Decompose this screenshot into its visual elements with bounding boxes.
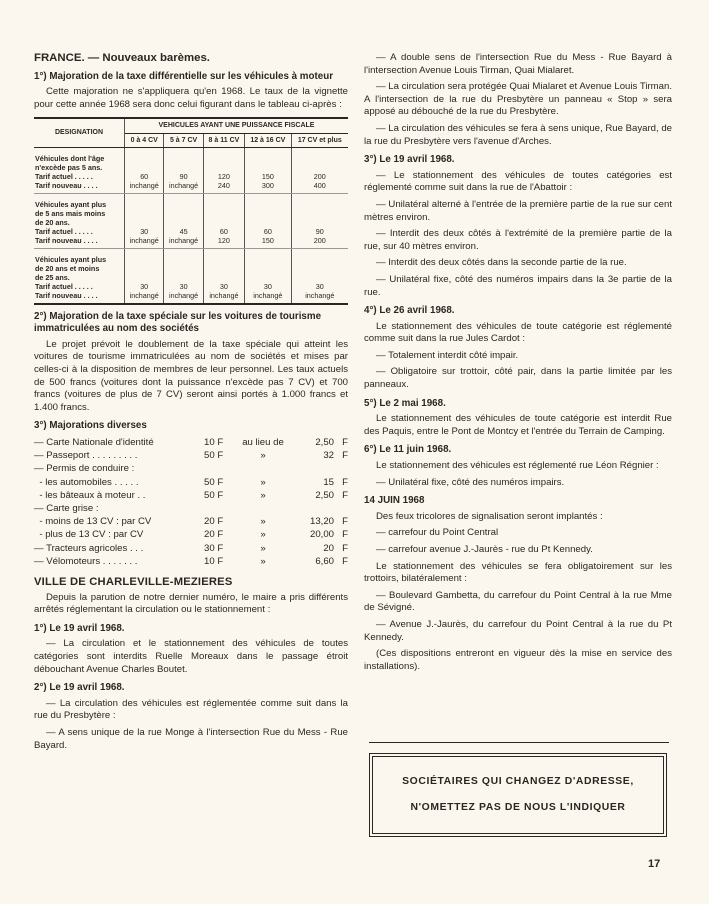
heading-majorations: 3°) Majorations diverses bbox=[34, 420, 147, 432]
table-cell: 45 inchangé bbox=[164, 193, 203, 248]
paragraph: Le stationnement des véhicules se fera obligatoirement sur les trottoirs, bilatéralement : bbox=[364, 560, 672, 585]
majoration-old-rate: 6,60 bbox=[315, 555, 334, 567]
majoration-separator: au lieu de bbox=[242, 436, 284, 448]
majoration-row bbox=[34, 515, 348, 528]
paragraph: Le stationnement des véhicules de toute catégorie est réglementé comme suit dans la rue Jules Cardot : bbox=[364, 320, 672, 345]
address-change-notice bbox=[369, 742, 669, 843]
paragraph: — Interdit des deux côtés à l'extrémité de la première partie de la rue, sur 40 mètres environ. bbox=[364, 228, 672, 252]
heading-date: 14 JUIN 1968 bbox=[364, 495, 425, 507]
table-cell: 90 inchangé bbox=[164, 147, 203, 193]
majoration-unit: F bbox=[342, 516, 348, 528]
majoration-label: — Carte grise : bbox=[34, 502, 99, 514]
majoration-new-rate: 10 F bbox=[204, 436, 224, 448]
paragraph: — Interdit des deux côtés dans la seconde partie de la rue. bbox=[376, 257, 627, 269]
majoration-label: - les automobiles . . . . . bbox=[34, 476, 139, 488]
city-heading: VILLE DE CHARLEVILLE-MEZIERES bbox=[34, 576, 233, 588]
paragraph: — La circulation et le stationnement des véhicules de toutes catégories sont interdits Ruelle Moreaux dans le passage étroit débouchant Avenue Charles Boutet. bbox=[34, 638, 348, 675]
majoration-label: - plus de 13 CV : par CV bbox=[34, 529, 144, 541]
notice-line: N'OMETTEZ PAS DE NOUS L'INDIQUER bbox=[410, 802, 626, 813]
majoration-new-rate: 30 F bbox=[204, 542, 224, 554]
majoration-row bbox=[34, 449, 348, 462]
majoration-unit bbox=[336, 502, 348, 515]
row-description: Véhicules dont l'âge n'excède pas 5 ans. Tarif actuel . . . . . Tarif nouveau . . . . bbox=[34, 147, 125, 193]
paragraph: — La circulation des véhicules est réglementée comme suit dans la rue du Presbytère : bbox=[34, 697, 348, 722]
paragraph: — La circulation sera protégée Quai Mialaret et Avenue Louis Tirman. A l'intersection de la rue du Presbytère un panneau « Stop » sera apposé au débouché de la rue du Presbytère. bbox=[364, 81, 672, 118]
paragraph: — La circulation des véhicules se fera à sens unique, Rue Bayard, de la rue du Presbytère vers l'avenue d'Arches. bbox=[364, 122, 672, 147]
table-column-header: 12 à 16 CV bbox=[245, 133, 292, 147]
table-cell: 60 inchangé bbox=[125, 147, 164, 193]
majoration-separator bbox=[238, 462, 288, 475]
majoration-unit: F bbox=[342, 450, 348, 462]
majoration-unit: F bbox=[342, 555, 348, 567]
majoration-unit bbox=[336, 462, 348, 475]
notice-box bbox=[369, 753, 667, 837]
paragraph: — Avenue J.-Jaurès, du carrefour du Point Central à la rue du Pt Kennedy. bbox=[364, 618, 672, 643]
table-cell: 30 inchangé bbox=[245, 248, 292, 304]
majoration-old-rate bbox=[288, 502, 336, 515]
majoration-label: - moins de 13 CV : par CV bbox=[34, 516, 152, 528]
majoration-unit: F bbox=[342, 476, 348, 488]
table-row bbox=[34, 147, 348, 193]
paragraph: — Unilatéral alterné à l'entrée de la première partie de la rue sur cent mètres environ. bbox=[364, 198, 672, 223]
majoration-old-rate: 13,20 bbox=[309, 516, 334, 528]
majoration-old-rate: 2,50 bbox=[315, 436, 334, 448]
majoration-new-rate: 20 F bbox=[204, 529, 224, 541]
right-column bbox=[364, 52, 672, 677]
majoration-row bbox=[34, 555, 348, 568]
table-cell: 90 200 bbox=[291, 193, 348, 248]
majoration-separator: » bbox=[260, 450, 266, 462]
majoration-old-rate: 20 bbox=[323, 542, 334, 554]
majoration-row bbox=[34, 542, 348, 555]
majoration-separator bbox=[238, 502, 288, 515]
table-cell: 120 240 bbox=[203, 147, 244, 193]
majoration-label: — Tracteurs agricoles . . . bbox=[34, 542, 144, 554]
majoration-old-rate: 15 bbox=[323, 476, 334, 488]
paragraph: — Unilatéral fixe, côté des numéros impairs dans la 3e partie de la rue. bbox=[364, 273, 672, 298]
majoration-row bbox=[34, 528, 348, 541]
table-cell: 30 inchangé bbox=[291, 248, 348, 304]
table-row bbox=[34, 193, 348, 248]
table-column-header: 0 à 4 CV bbox=[125, 133, 164, 147]
paragraph: Depuis la parution de notre dernier numéro, le maire a pris différents arrêtés réglementant la circulation ou le stationnement : bbox=[34, 591, 348, 616]
heading-arrete: 4°) Le 26 avril 1968. bbox=[364, 305, 455, 317]
heading-taxe-speciale: 2°) Majoration de la taxe spéciale sur les voitures de tourisme immatriculées au nom des sociétés bbox=[34, 310, 322, 335]
majoration-row bbox=[34, 462, 348, 475]
table-group-header: VEHICULES AYANT UNE PUISSANCE FISCALE bbox=[125, 118, 349, 133]
paragraph: — carrefour du Point Central bbox=[376, 527, 499, 539]
majoration-row bbox=[34, 502, 348, 515]
table-column-header: 8 à 11 CV bbox=[203, 133, 244, 147]
table-row bbox=[34, 248, 348, 304]
majoration-separator: » bbox=[260, 529, 266, 541]
majoration-label: — Vélomoteurs . . . . . . . bbox=[34, 555, 138, 567]
table-cell: 30 inchangé bbox=[164, 248, 203, 304]
majoration-label: — Permis de conduire : bbox=[34, 463, 135, 475]
majoration-label: — Passeport . . . . . . . . . bbox=[34, 450, 138, 462]
table-cell: 30 inchangé bbox=[203, 248, 244, 304]
table-column-header: 17 CV et plus bbox=[291, 133, 348, 147]
table-cell: 30 inchangé bbox=[125, 193, 164, 248]
paragraph: — Le stationnement des véhicules de toutes catégories est réglementé comme suit dans la rue de l'Abattoir : bbox=[364, 169, 672, 194]
majoration-new-rate: 50 F bbox=[204, 450, 224, 462]
left-column bbox=[34, 52, 348, 756]
majoration-separator: » bbox=[260, 489, 266, 501]
majoration-new-rate: 20 F bbox=[204, 516, 224, 528]
heading-taxe-differentielle: 1°) Majoration de la taxe différentielle sur les véhicules à moteur bbox=[34, 70, 334, 82]
paragraph: Le projet prévoit le doublement de la taxe spéciale qui atteint les voitures de tourisme immatriculées au nom de sociétés et mises par celles-ci à la disposition de membres de leur personnel. Les taux actuels de 500 francs (voitures dont la puissance n'excède pas 7 CV) et 700 francs (voitures de plus de 7 CV) seront ainsi portés à 1.000 francs et 1.400 francs. bbox=[34, 338, 348, 413]
table-cell: 200 400 bbox=[291, 147, 348, 193]
paragraph: — Totalement interdit côté impair. bbox=[376, 349, 519, 361]
heading-arrete: 6°) Le 11 juin 1968. bbox=[364, 444, 452, 456]
paragraph: (Ces dispositions entreront en vigueur dès la mise en service des installations). bbox=[364, 648, 672, 672]
majoration-label: - les bâteaux à moteur . . bbox=[34, 489, 146, 501]
table-cell: 60 150 bbox=[245, 193, 292, 248]
majoration-new-rate bbox=[204, 502, 238, 515]
majoration-old-rate bbox=[288, 462, 336, 475]
majoration-separator: » bbox=[260, 476, 266, 488]
paragraph: Cette majoration ne s'appliquera qu'en 1968. Le taux de la vignette pour cette année 1968 sera donc celui figurant dans le tableau ci-après : bbox=[34, 86, 348, 110]
paragraph: — A double sens de l'intersection Rue du Mess - Rue Bayard à l'intersection Avenue Louis Tirman, Quai Mialaret. bbox=[364, 52, 672, 76]
table-cell: 150 300 bbox=[245, 147, 292, 193]
majoration-new-rate bbox=[204, 462, 238, 475]
tarif-table bbox=[34, 117, 348, 304]
table-column-header: 5 à 7 CV bbox=[164, 133, 203, 147]
paragraph: — carrefour avenue J.-Jaurès - rue du Pt Kennedy. bbox=[376, 544, 593, 555]
paragraph: — A sens unique de la rue Monge à l'intersection Rue du Mess - Rue Bayard. bbox=[34, 726, 348, 751]
majoration-row bbox=[34, 436, 348, 449]
heading-arrete: 2°) Le 19 avril 1968. bbox=[34, 682, 125, 694]
majoration-label: — Carte Nationale d'identité bbox=[34, 436, 154, 448]
heading-arrete: 5°) Le 2 mai 1968. bbox=[364, 397, 446, 409]
majoration-unit: F bbox=[342, 529, 348, 541]
paragraph: Le stationnement des véhicules est réglementé rue Léon Régnier : bbox=[376, 460, 659, 472]
majoration-new-rate: 50 F bbox=[204, 489, 224, 501]
majoration-new-rate: 50 F bbox=[204, 476, 224, 488]
majoration-new-rate: 10 F bbox=[204, 555, 224, 567]
heading-arrete: 1°) Le 19 avril 1968. bbox=[34, 622, 125, 634]
majoration-unit: F bbox=[342, 489, 348, 501]
table-cell: 30 inchangé bbox=[125, 248, 164, 304]
majoration-separator: » bbox=[260, 542, 266, 554]
majoration-separator: » bbox=[260, 516, 266, 528]
paragraph: Le stationnement des véhicules de toute catégorie est interdit Rue des Paquis, entre le Pont de Montcy et l'entrée du Terrain de Camping. bbox=[364, 413, 672, 437]
majoration-unit: F bbox=[342, 542, 348, 554]
paragraph: — Boulevard Gambetta, du carrefour du Point Central à la rue Mme de Sévigné. bbox=[364, 589, 672, 614]
table-cell: 60 120 bbox=[203, 193, 244, 248]
table-header-designation: DESIGNATION bbox=[34, 118, 125, 147]
paragraph: Des feux tricolores de signalisation seront implantés : bbox=[376, 510, 603, 522]
section-title: FRANCE. — Nouveaux barèmes. bbox=[34, 52, 210, 64]
notice-line: SOCIÉTAIRES QUI CHANGEZ D'ADRESSE, bbox=[402, 776, 634, 787]
row-description: Véhicules ayant plus de 20 ans et moins de 25 ans. Tarif actuel . . . . . Tarif nouveau . . . . bbox=[34, 248, 125, 304]
paragraph: — Unilatéral fixe, côté des numéros impairs. bbox=[376, 476, 565, 488]
majoration-unit: F bbox=[342, 436, 348, 448]
majorations-table bbox=[34, 436, 348, 568]
paragraph: — Obligatoire sur trottoir, côté pair, dans la partie limitée par les panneaux. bbox=[364, 366, 672, 391]
majoration-old-rate: 2,50 bbox=[315, 489, 334, 501]
majoration-row bbox=[34, 476, 348, 489]
majoration-old-rate: 32 bbox=[323, 450, 334, 462]
majoration-separator: » bbox=[260, 555, 266, 567]
heading-arrete: 3°) Le 19 avril 1968. bbox=[364, 154, 455, 166]
majoration-row bbox=[34, 489, 348, 502]
page-number: 17 bbox=[648, 858, 661, 870]
row-description: Véhicules ayant plus de 5 ans mais moins de 20 ans. Tarif actuel . . . . . Tarif nouveau . . . . bbox=[34, 193, 125, 248]
majoration-old-rate: 20,00 bbox=[309, 529, 334, 541]
